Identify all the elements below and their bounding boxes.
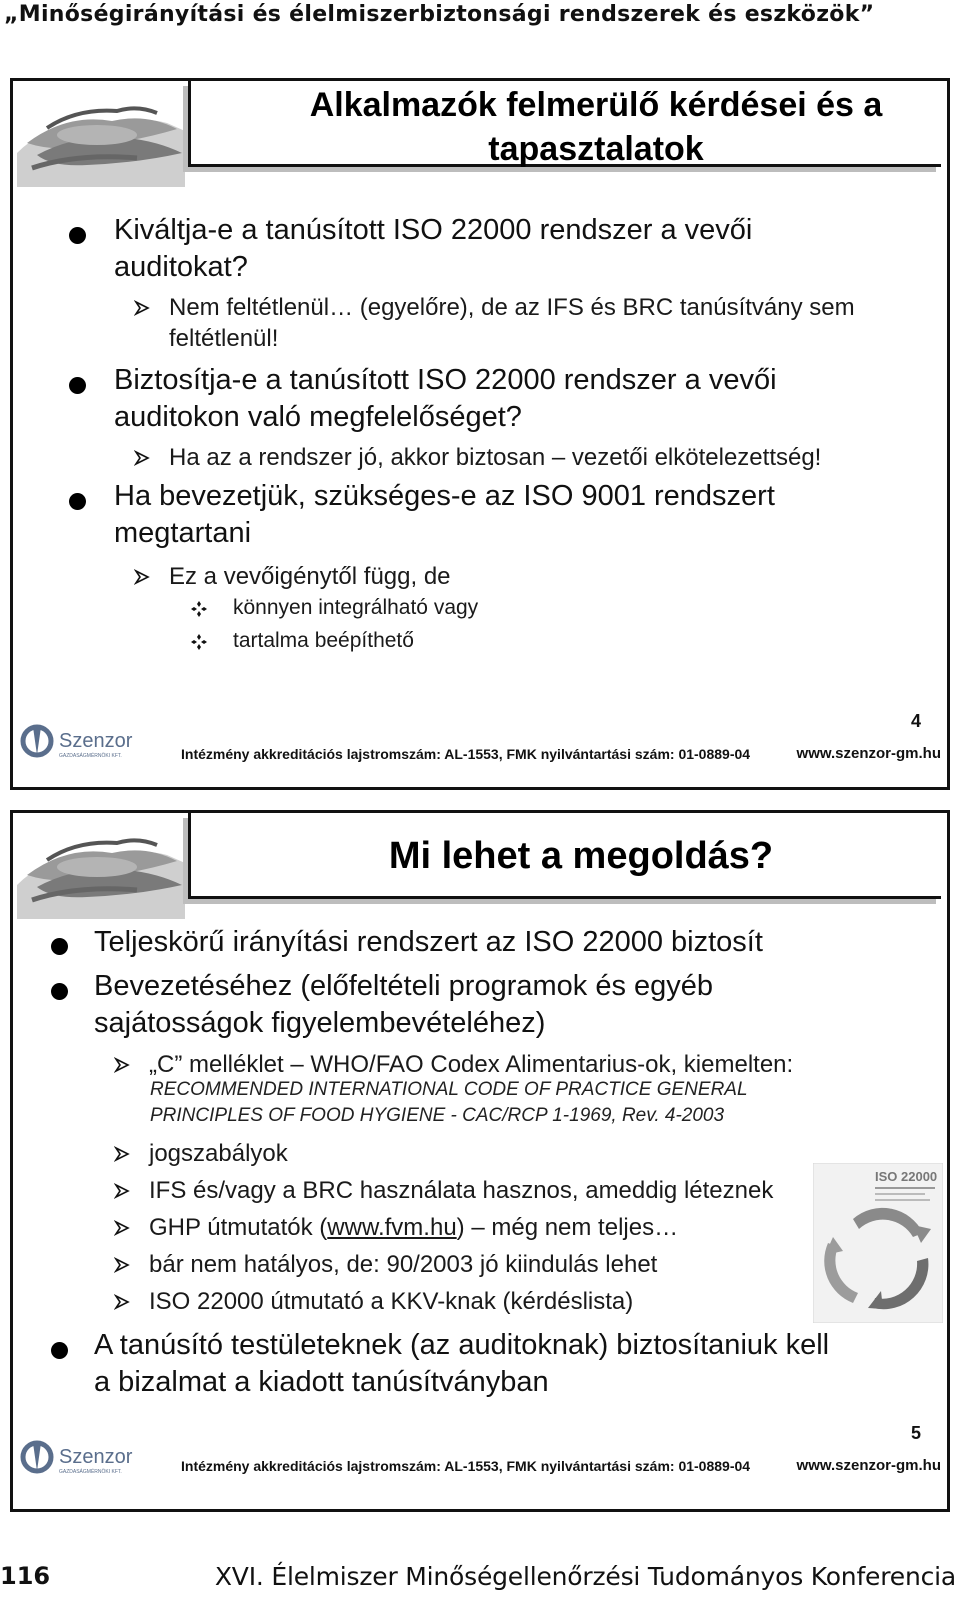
ghp-text-after: ) – még nem teljes… bbox=[456, 1214, 679, 1241]
website-url: www.szenzor-gm.hu bbox=[796, 745, 941, 762]
arrow-bullet-icon bbox=[114, 1057, 130, 1073]
slide-4 bbox=[10, 78, 950, 790]
hands-photo bbox=[17, 83, 185, 187]
szenzor-logo bbox=[19, 1437, 149, 1477]
hands-photo bbox=[17, 815, 185, 919]
slide-page-number: 5 bbox=[910, 1423, 921, 1443]
arrow-bullet-icon bbox=[134, 569, 150, 585]
question-3: Ha bevezetjük, szükséges-e az ISO 9001 rendszert megtartani bbox=[114, 480, 775, 549]
szenzor-logo bbox=[19, 721, 149, 761]
bullet-dot bbox=[51, 983, 68, 1000]
legislation-item: jogszabályok bbox=[149, 1140, 288, 1167]
main-point-2: Bevezetéséhez (előfeltételi programok és egyéb sajátosságok figyelembevételéhez) bbox=[94, 970, 714, 1039]
iso-22000-cover-image bbox=[813, 1163, 943, 1323]
fvm-link[interactable]: www.fvm.hu bbox=[327, 1214, 457, 1241]
slide-5 bbox=[10, 810, 950, 1512]
bullet-dot bbox=[69, 377, 86, 394]
iso-cover-label: ISO 22000 bbox=[875, 1169, 938, 1184]
arrow-bullet-icon bbox=[114, 1294, 130, 1310]
svg-text:GAZDASÁGMÉRNÖKI KFT.: GAZDASÁGMÉRNÖKI KFT. bbox=[59, 753, 122, 759]
arrow-bullet-icon bbox=[114, 1183, 130, 1199]
bullet-dot bbox=[69, 227, 86, 244]
ifs-brc-item: IFS és/vagy a BRC használata hasznos, ameddig léteznek bbox=[149, 1177, 774, 1204]
sme-guide-item: ISO 22000 útmutató a KKV-knak (kérdéslista) bbox=[149, 1288, 634, 1315]
conference-title: XVI. Élelmiszer Minőségellenőrzési Tudományos Konferencia bbox=[214, 1562, 956, 1591]
ghp-guides-item bbox=[149, 1212, 678, 1243]
answer-1: Nem feltétlenül… (egyelőre), de az IFS és BRC tanúsítvány sem feltétlenül! bbox=[169, 294, 855, 352]
bullet-dot bbox=[51, 1342, 68, 1359]
sub-point-1: könnyen integrálható vagy bbox=[233, 596, 479, 619]
main-point-1: Teljeskörű irányítási rendszert az ISO 22000 biztosít bbox=[94, 926, 763, 958]
answer-2: Ha az a rendszer jó, akkor biztosan – vezetői elkötelezettség! bbox=[169, 444, 822, 471]
accreditation-text: Intézmény akkreditációs lajstromszám: AL-1553, FMK nyilvántartási szám: 01-0889-04 bbox=[181, 746, 751, 762]
annex-c-item: „C” melléklet – WHO/FAO Codex Alimentarius-ok, kiemelten: bbox=[149, 1051, 794, 1078]
slide-page-number: 4 bbox=[910, 711, 921, 731]
slide-title: Mi lehet a megoldás? bbox=[188, 813, 941, 899]
svg-text:GAZDASÁGMÉRNÖKI KFT.: GAZDASÁGMÉRNÖKI KFT. bbox=[59, 1469, 122, 1475]
question-1: Kiváltja-e a tanúsított ISO 22000 rendszer a vevői auditokat? bbox=[114, 214, 753, 283]
arrow-bullet-icon bbox=[114, 1220, 130, 1236]
arrow-bullet-icon bbox=[134, 450, 150, 466]
main-point-3: A tanúsító testületeknek (az auditoknak) biztosítaniuk kell a bizalmat a kiadott tanúsítványban bbox=[94, 1329, 830, 1398]
arrow-bullet-icon bbox=[114, 1146, 130, 1162]
question-2: Biztosítja-e a tanúsított ISO 22000 rendszer a vevői auditokon való megfelelőséget? bbox=[114, 364, 777, 433]
arrow-bullet-icon bbox=[114, 1257, 130, 1273]
accreditation-text: Intézmény akkreditációs lajstromszám: AL-1553, FMK nyilvántartási szám: 01-0889-04 bbox=[181, 1458, 751, 1474]
ghp-text-before: GHP útmutatók ( bbox=[149, 1214, 328, 1241]
regulation-item: bár nem hatályos, de: 90/2003 jó kiindulás lehet bbox=[149, 1251, 658, 1278]
bullet-dot bbox=[51, 938, 68, 955]
diamond-bullet-icon bbox=[191, 634, 207, 650]
document-page-number: 116 bbox=[0, 1562, 51, 1590]
codex-reference: RECOMMENDED INTERNATIONAL CODE OF PRACTICE GENERAL PRINCIPLES OF FOOD HYGIENE - CAC/RCP 1-1969, Rev. 4-2003 bbox=[150, 1079, 748, 1126]
arrow-bullet-icon bbox=[134, 300, 150, 316]
sub-point-2: tartalma beépíthető bbox=[233, 629, 414, 652]
svg-text:Szenzor: Szenzor bbox=[59, 730, 133, 752]
diamond-bullet-icon bbox=[191, 601, 207, 617]
answer-3: Ez a vevőigénytől függ, de bbox=[169, 563, 451, 590]
slide-title: Alkalmazók felmerülő kérdései és a tapasztalatok bbox=[188, 81, 941, 167]
document-header: „Minőségirányítási és élelmiszerbiztonsági rendszerek és eszközök” bbox=[4, 2, 875, 27]
svg-text:Szenzor: Szenzor bbox=[59, 1446, 133, 1468]
bullet-dot bbox=[69, 493, 86, 510]
website-url: www.szenzor-gm.hu bbox=[796, 1457, 941, 1474]
